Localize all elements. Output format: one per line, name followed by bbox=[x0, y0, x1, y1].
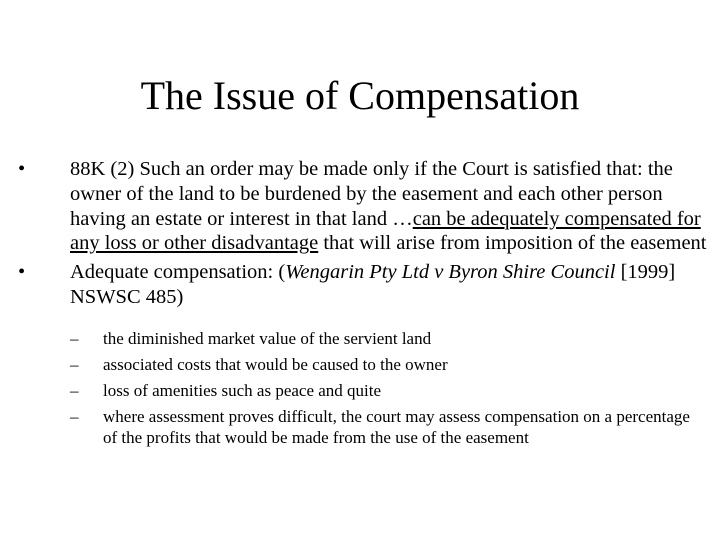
bullet-marker: • bbox=[18, 261, 26, 284]
sub-bullet-list bbox=[18, 329, 708, 448]
bullet-adequate-compensation bbox=[18, 260, 708, 310]
sub-bullet bbox=[70, 407, 708, 448]
bullet-marker: • bbox=[18, 158, 26, 180]
bullet-text: Adequate compensation: ( bbox=[70, 261, 286, 284]
slide-title: The Issue of Compensation bbox=[140, 73, 580, 118]
sub-bullet-text: loss of amenities such as peace and quite bbox=[103, 380, 382, 400]
case-citation: [1999] NSWSC 485) bbox=[70, 261, 676, 308]
dash-marker: – bbox=[70, 380, 79, 400]
sub-bullet bbox=[70, 355, 708, 376]
sub-bullet bbox=[70, 329, 708, 350]
bullet-text-end: that will arise from imposition of the easement bbox=[318, 232, 707, 255]
sub-bullet-text: the diminished market value of the servient land bbox=[103, 328, 432, 348]
dash-marker: – bbox=[70, 354, 79, 374]
bullet-statute-88k bbox=[18, 157, 708, 256]
slide-content bbox=[18, 157, 708, 454]
dash-marker: – bbox=[70, 328, 79, 348]
bullet-text: 88K (2) Such an order may be made only if the Court is satisfied that: the owner of the land to be burdened by the easement and each other person having an estate or interest in that land … bbox=[70, 158, 673, 230]
sub-bullet-text: associated costs that would be caused to the owner bbox=[103, 354, 448, 374]
dash-marker: – bbox=[70, 407, 79, 427]
sub-bullet bbox=[70, 381, 708, 402]
bullet-text-underlined: can be adequately compensated for any loss or other disadvantage bbox=[70, 207, 701, 255]
sub-bullet-text: where assessment proves difficult, the court may assess compensation on a percentage of the profits that would be made from the use of the easement bbox=[103, 407, 690, 447]
case-name: Wengarin Pty Ltd v Byron Shire Council bbox=[285, 261, 616, 284]
